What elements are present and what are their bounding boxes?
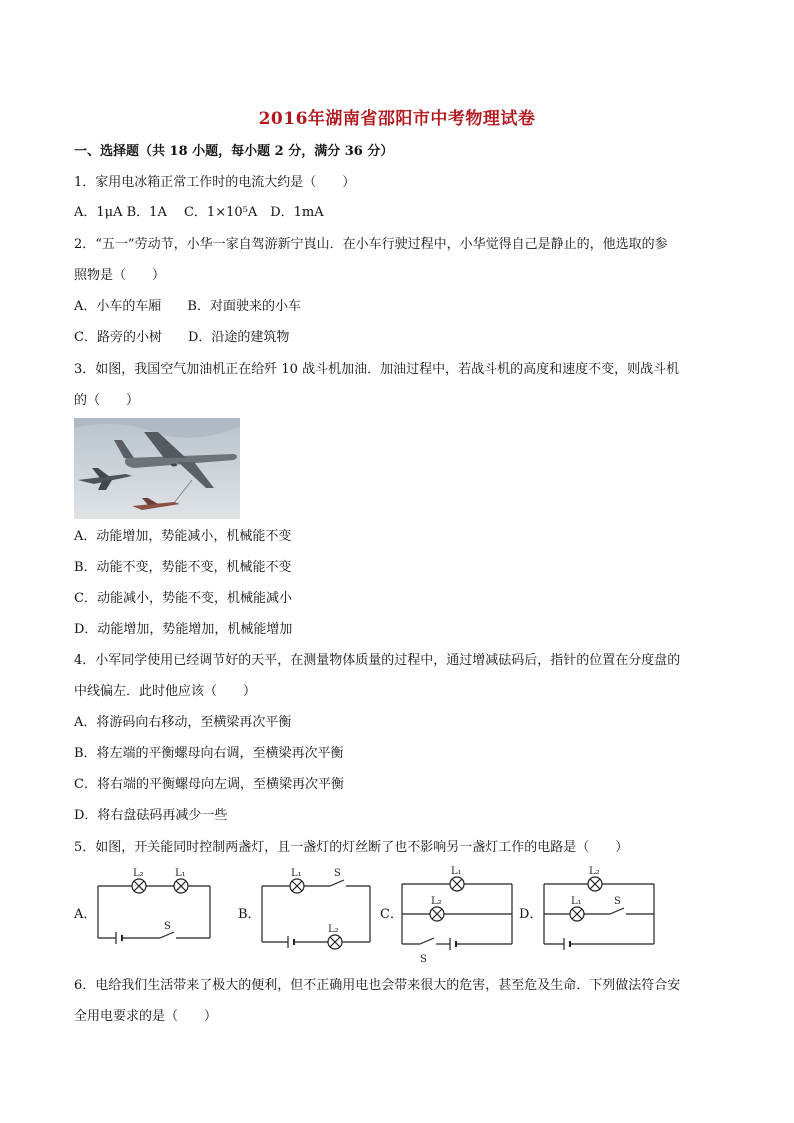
switch-label: S <box>614 896 621 907</box>
lamp-icon <box>328 935 342 949</box>
q4-option-d: D．将右盘砝码再减少一些 <box>74 808 228 823</box>
lamp-icon <box>450 877 464 891</box>
q4-option-c: C．将右端的平衡螺母向左调，至横梁再次平衡 <box>74 777 344 792</box>
circuit-a-label: A． <box>74 907 97 922</box>
lamp-icon <box>132 879 146 893</box>
lamp-l1-label: L₁ <box>291 868 302 879</box>
q2-stem-line2: 照物是（ ） <box>74 268 166 283</box>
q6-stem-line2: 全用电要求的是（ ） <box>74 1009 218 1024</box>
lamp-icon <box>570 907 584 921</box>
lamp-l2-label: L₂ <box>133 868 144 879</box>
q4-option-a: A．将游码向右移动，至横梁再次平衡 <box>74 715 292 730</box>
circuit-d-label: D． <box>519 907 543 922</box>
page-title: 2016年湖南省邵阳市中考物理试卷 <box>258 109 536 129</box>
circuit-c-label: C． <box>380 907 403 922</box>
lamp-l1-label: L₁ <box>571 896 582 907</box>
q2-stem-line1: 2．“五一”劳动节，小华一家自驾游新宁崀山．在小车行驶过程中，小华觉得自己是静止的，他选取的参 <box>74 237 668 252</box>
q3-option-a: A．动能增加，势能减小，机械能不变 <box>74 529 292 544</box>
circuit-diagram-c <box>398 862 516 966</box>
q6-stem-line1: 6．电给我们生活带来了极大的便利，但不正确用电也会带来很大的危害，甚至危及生命．下列做法符合安 <box>74 978 681 993</box>
q3-stem-line2: 的（ ） <box>74 393 140 408</box>
q2-options-line1: A．小车的车厢 B．对面驶来的小车 <box>74 299 301 314</box>
q4-option-b: B．将左端的平衡螺母向右调，至横梁再次平衡 <box>74 746 344 761</box>
q3-stem-line1: 3．如图，我国空气加油机正在给歼 10 战斗机加油．加油过程中，若战斗机的高度和速度不变，则战斗机 <box>74 362 680 377</box>
lamp-l1-label: L₁ <box>451 866 462 877</box>
refueling-aircraft-photo <box>74 418 240 519</box>
switch-label: S <box>164 921 171 932</box>
circuit-diagram-a <box>96 866 212 950</box>
lamp-l1-label: L₁ <box>175 868 186 879</box>
circuit-diagram-b <box>258 866 374 956</box>
lamp-l2-label: L₂ <box>328 924 339 935</box>
q1-options: A．1μA B．1A C．1×10⁵A D．1mA <box>74 205 324 220</box>
lamp-l2-label: L₂ <box>431 896 442 907</box>
circuit-diagram-d <box>540 862 658 956</box>
q3-option-d: D．动能增加，势能增加，机械能增加 <box>74 622 293 637</box>
q4-stem-line2: 中线偏左．此时他应该（ ） <box>74 684 257 699</box>
lamp-icon <box>174 879 188 893</box>
q2-options-line2: C．路旁的小树 D．沿途的建筑物 <box>74 330 290 345</box>
q5-stem: 5．如图，开关能同时控制两盏灯，且一盏灯的灯丝断了也不影响另一盏灯工作的电路是（ ） <box>74 840 629 855</box>
switch-label: S <box>334 868 341 879</box>
lamp-icon <box>430 907 444 921</box>
circuit-b-label: B． <box>238 907 261 922</box>
lamp-icon <box>588 877 602 891</box>
lamp-icon <box>290 879 304 893</box>
q3-option-b: B．动能不变，势能不变，机械能不变 <box>74 560 292 575</box>
switch-label: S <box>420 954 427 965</box>
section-heading: 一、选择题（共 18 小题，每小题 2 分，满分 36 分） <box>74 144 394 159</box>
q1-stem: 1．家用电冰箱正常工作时的电流大约是（ ） <box>74 175 356 190</box>
q3-option-c: C．动能减小，势能不变，机械能减小 <box>74 591 292 606</box>
q4-stem-line1: 4．小军同学使用已经调节好的天平，在测量物体质量的过程中，通过增减砝码后，指针的位置在分度盘的 <box>74 653 681 668</box>
lamp-l2-label: L₂ <box>589 866 600 877</box>
